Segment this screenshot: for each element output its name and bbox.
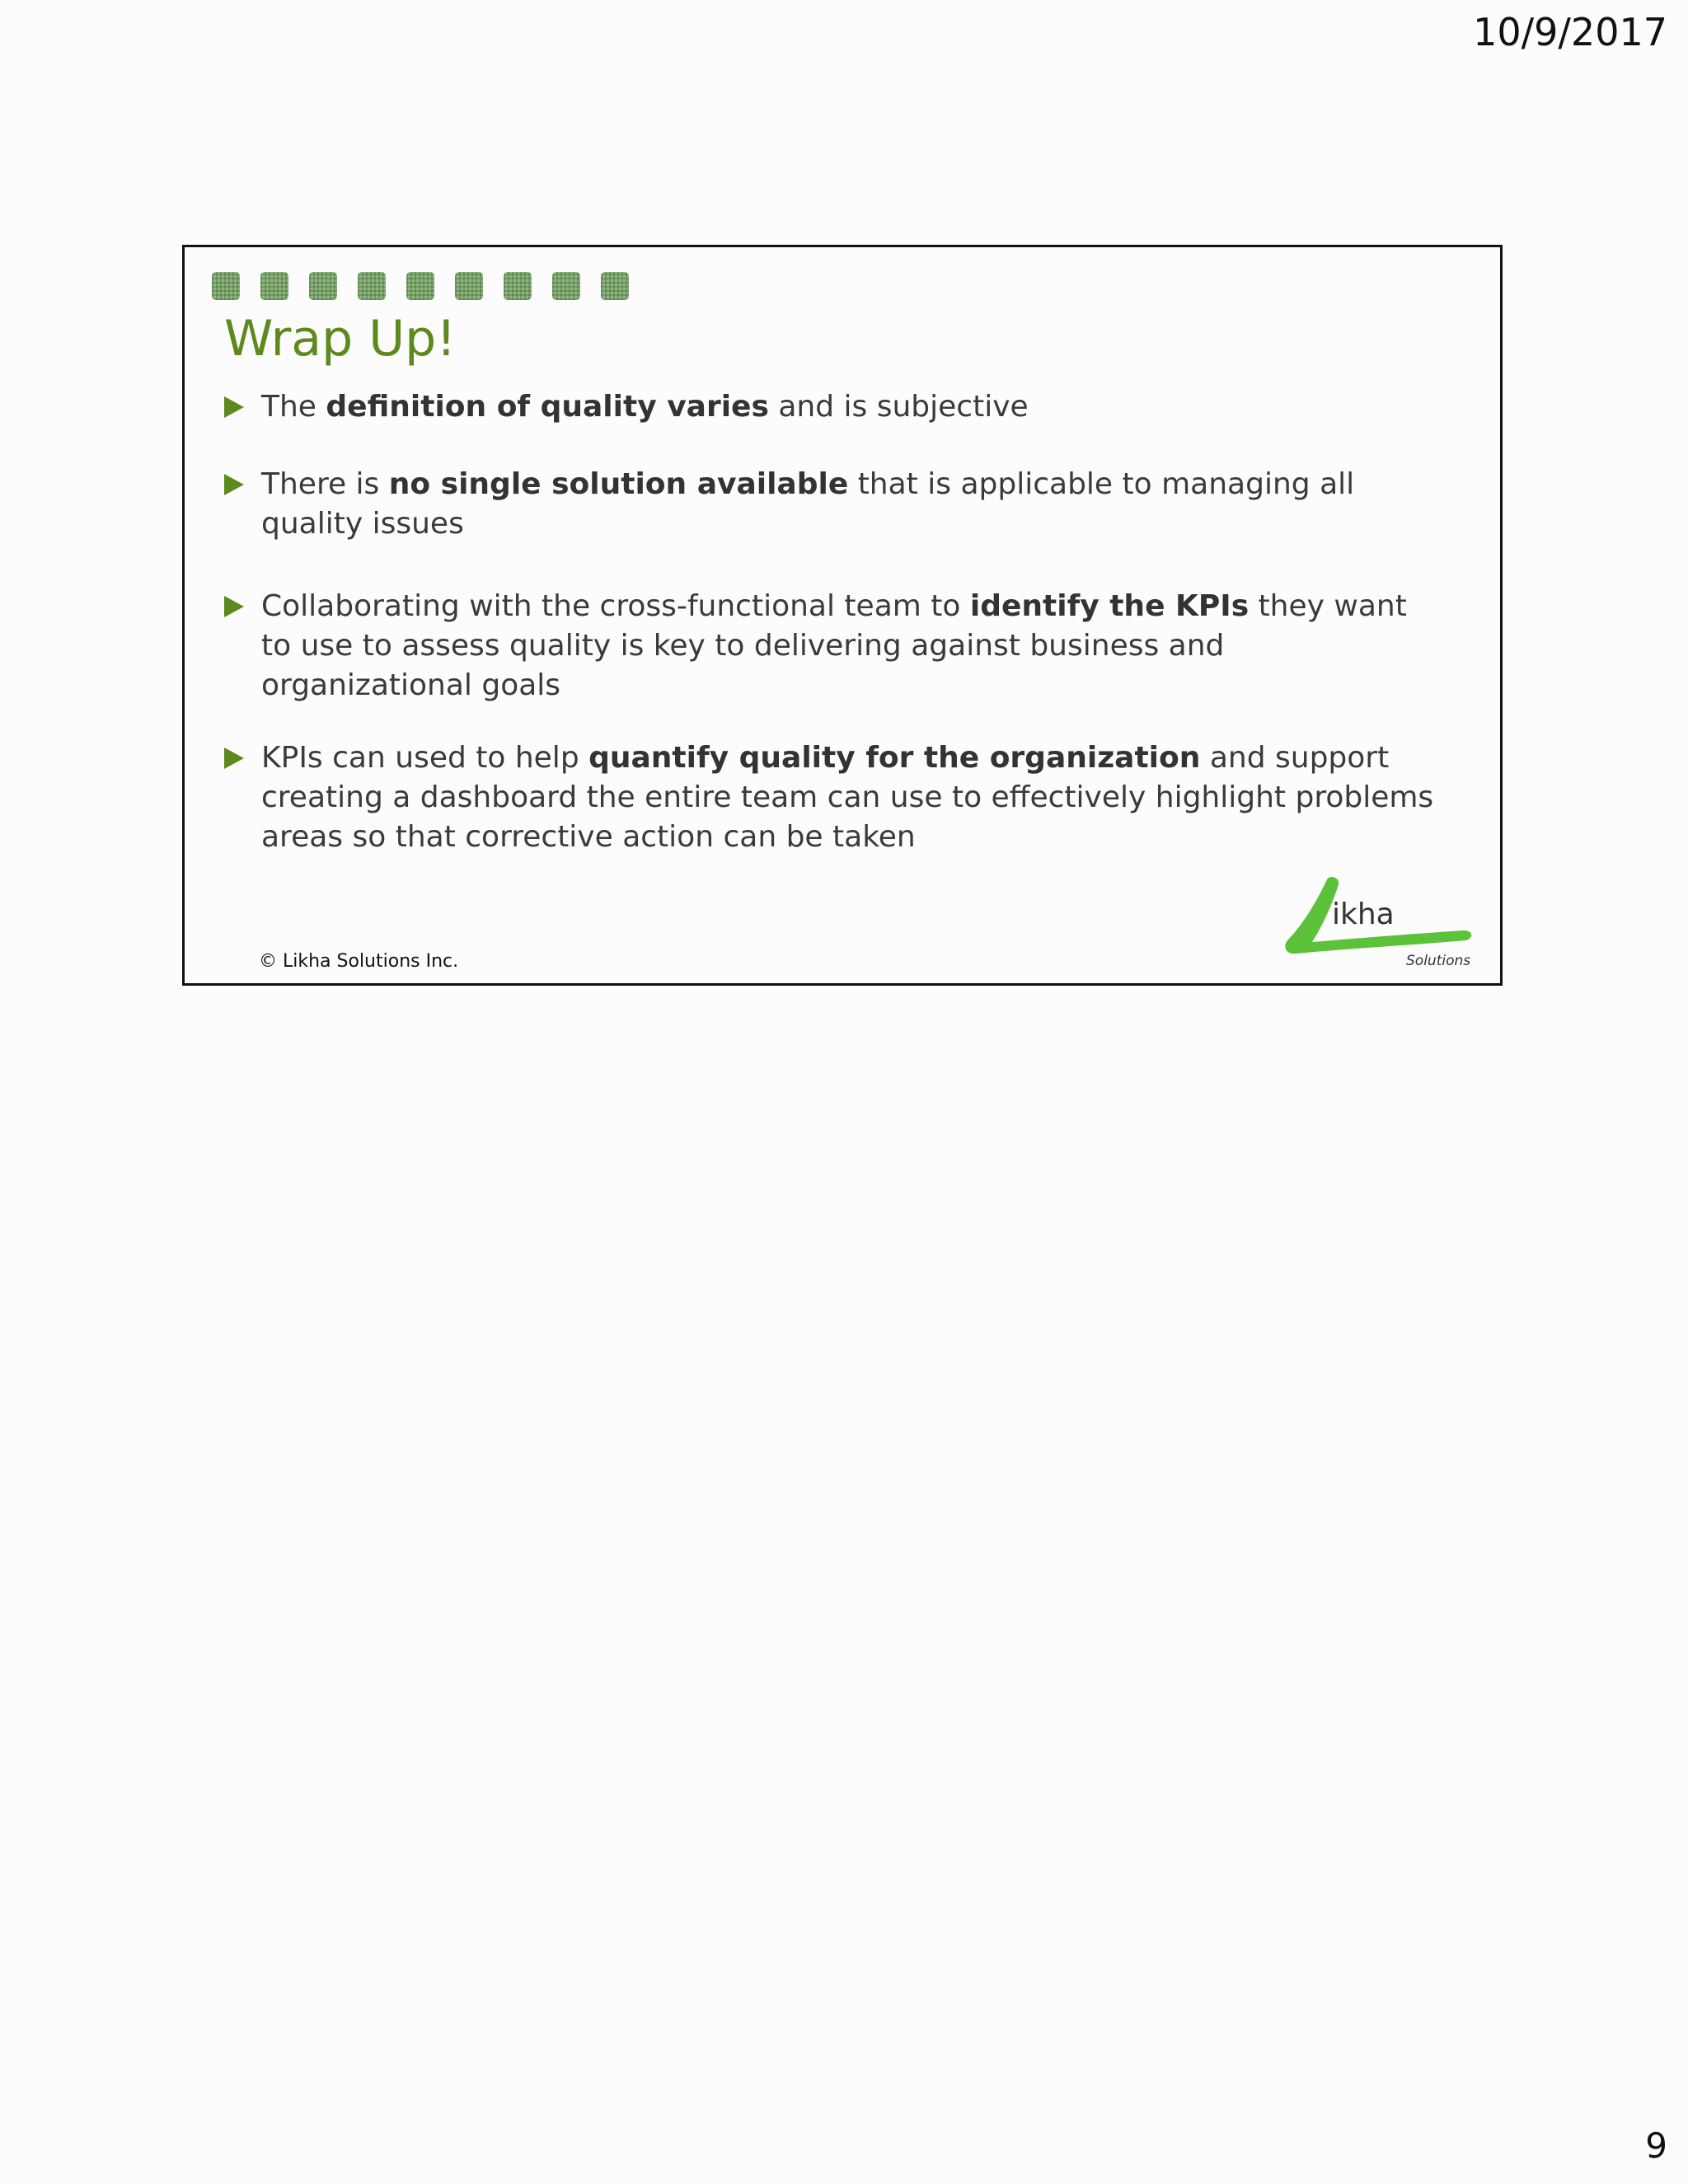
slide-title: Wrap Up!	[224, 310, 457, 368]
bullet-bold-text: no single solution available	[388, 467, 849, 501]
bullet-item	[224, 587, 1436, 705]
bullet-bold-text: quantify quality for the organization	[588, 741, 1201, 775]
square-icon	[601, 272, 629, 300]
bullet-bold-text: definition of quality varies	[326, 390, 769, 424]
square-icon	[504, 272, 532, 300]
triangle-bullet-icon	[224, 474, 244, 495]
decorative-squares	[212, 272, 629, 300]
square-icon	[358, 272, 386, 300]
logo-wordmark: ikha	[1332, 898, 1395, 931]
page-number: 9	[1645, 2125, 1667, 2166]
square-icon	[455, 272, 483, 300]
triangle-bullet-icon	[224, 596, 244, 617]
copyright-notice: © Likha Solutions Inc.	[259, 951, 459, 972]
bullet-list	[224, 387, 1436, 857]
likha-logo	[1279, 873, 1477, 972]
bullet-text: The	[261, 390, 326, 424]
page-date: 10/9/2017	[1473, 10, 1667, 54]
square-icon	[260, 272, 288, 300]
bullet-text: and is subjective	[768, 390, 1029, 424]
triangle-bullet-icon	[224, 396, 244, 418]
square-icon	[309, 272, 337, 300]
bullet-text: they want to use to assess quality is key to delivering against business and organizational goals	[261, 589, 1407, 702]
triangle-bullet-icon	[224, 748, 244, 769]
slide	[182, 245, 1503, 986]
square-icon	[552, 272, 580, 300]
bullet-text: There is	[261, 467, 389, 501]
bullet-text: and support creating a dashboard the entire team can use to effectively highlight problems areas so that corrective action can be taken	[261, 741, 1434, 854]
square-icon	[212, 272, 240, 300]
bullet-bold-text: identify the KPIs	[969, 589, 1250, 623]
square-icon	[406, 272, 434, 300]
bullet-item	[224, 465, 1436, 544]
bullet-item	[224, 738, 1436, 857]
bullet-text: KPIs can used to help	[261, 741, 589, 775]
logo-tagline: Solutions	[1406, 953, 1471, 969]
bullet-text: that is applicable to managing all quality issues	[261, 467, 1355, 541]
bullet-item	[224, 387, 1436, 427]
bullet-text: Collaborating with the cross-functional team to	[261, 589, 970, 623]
